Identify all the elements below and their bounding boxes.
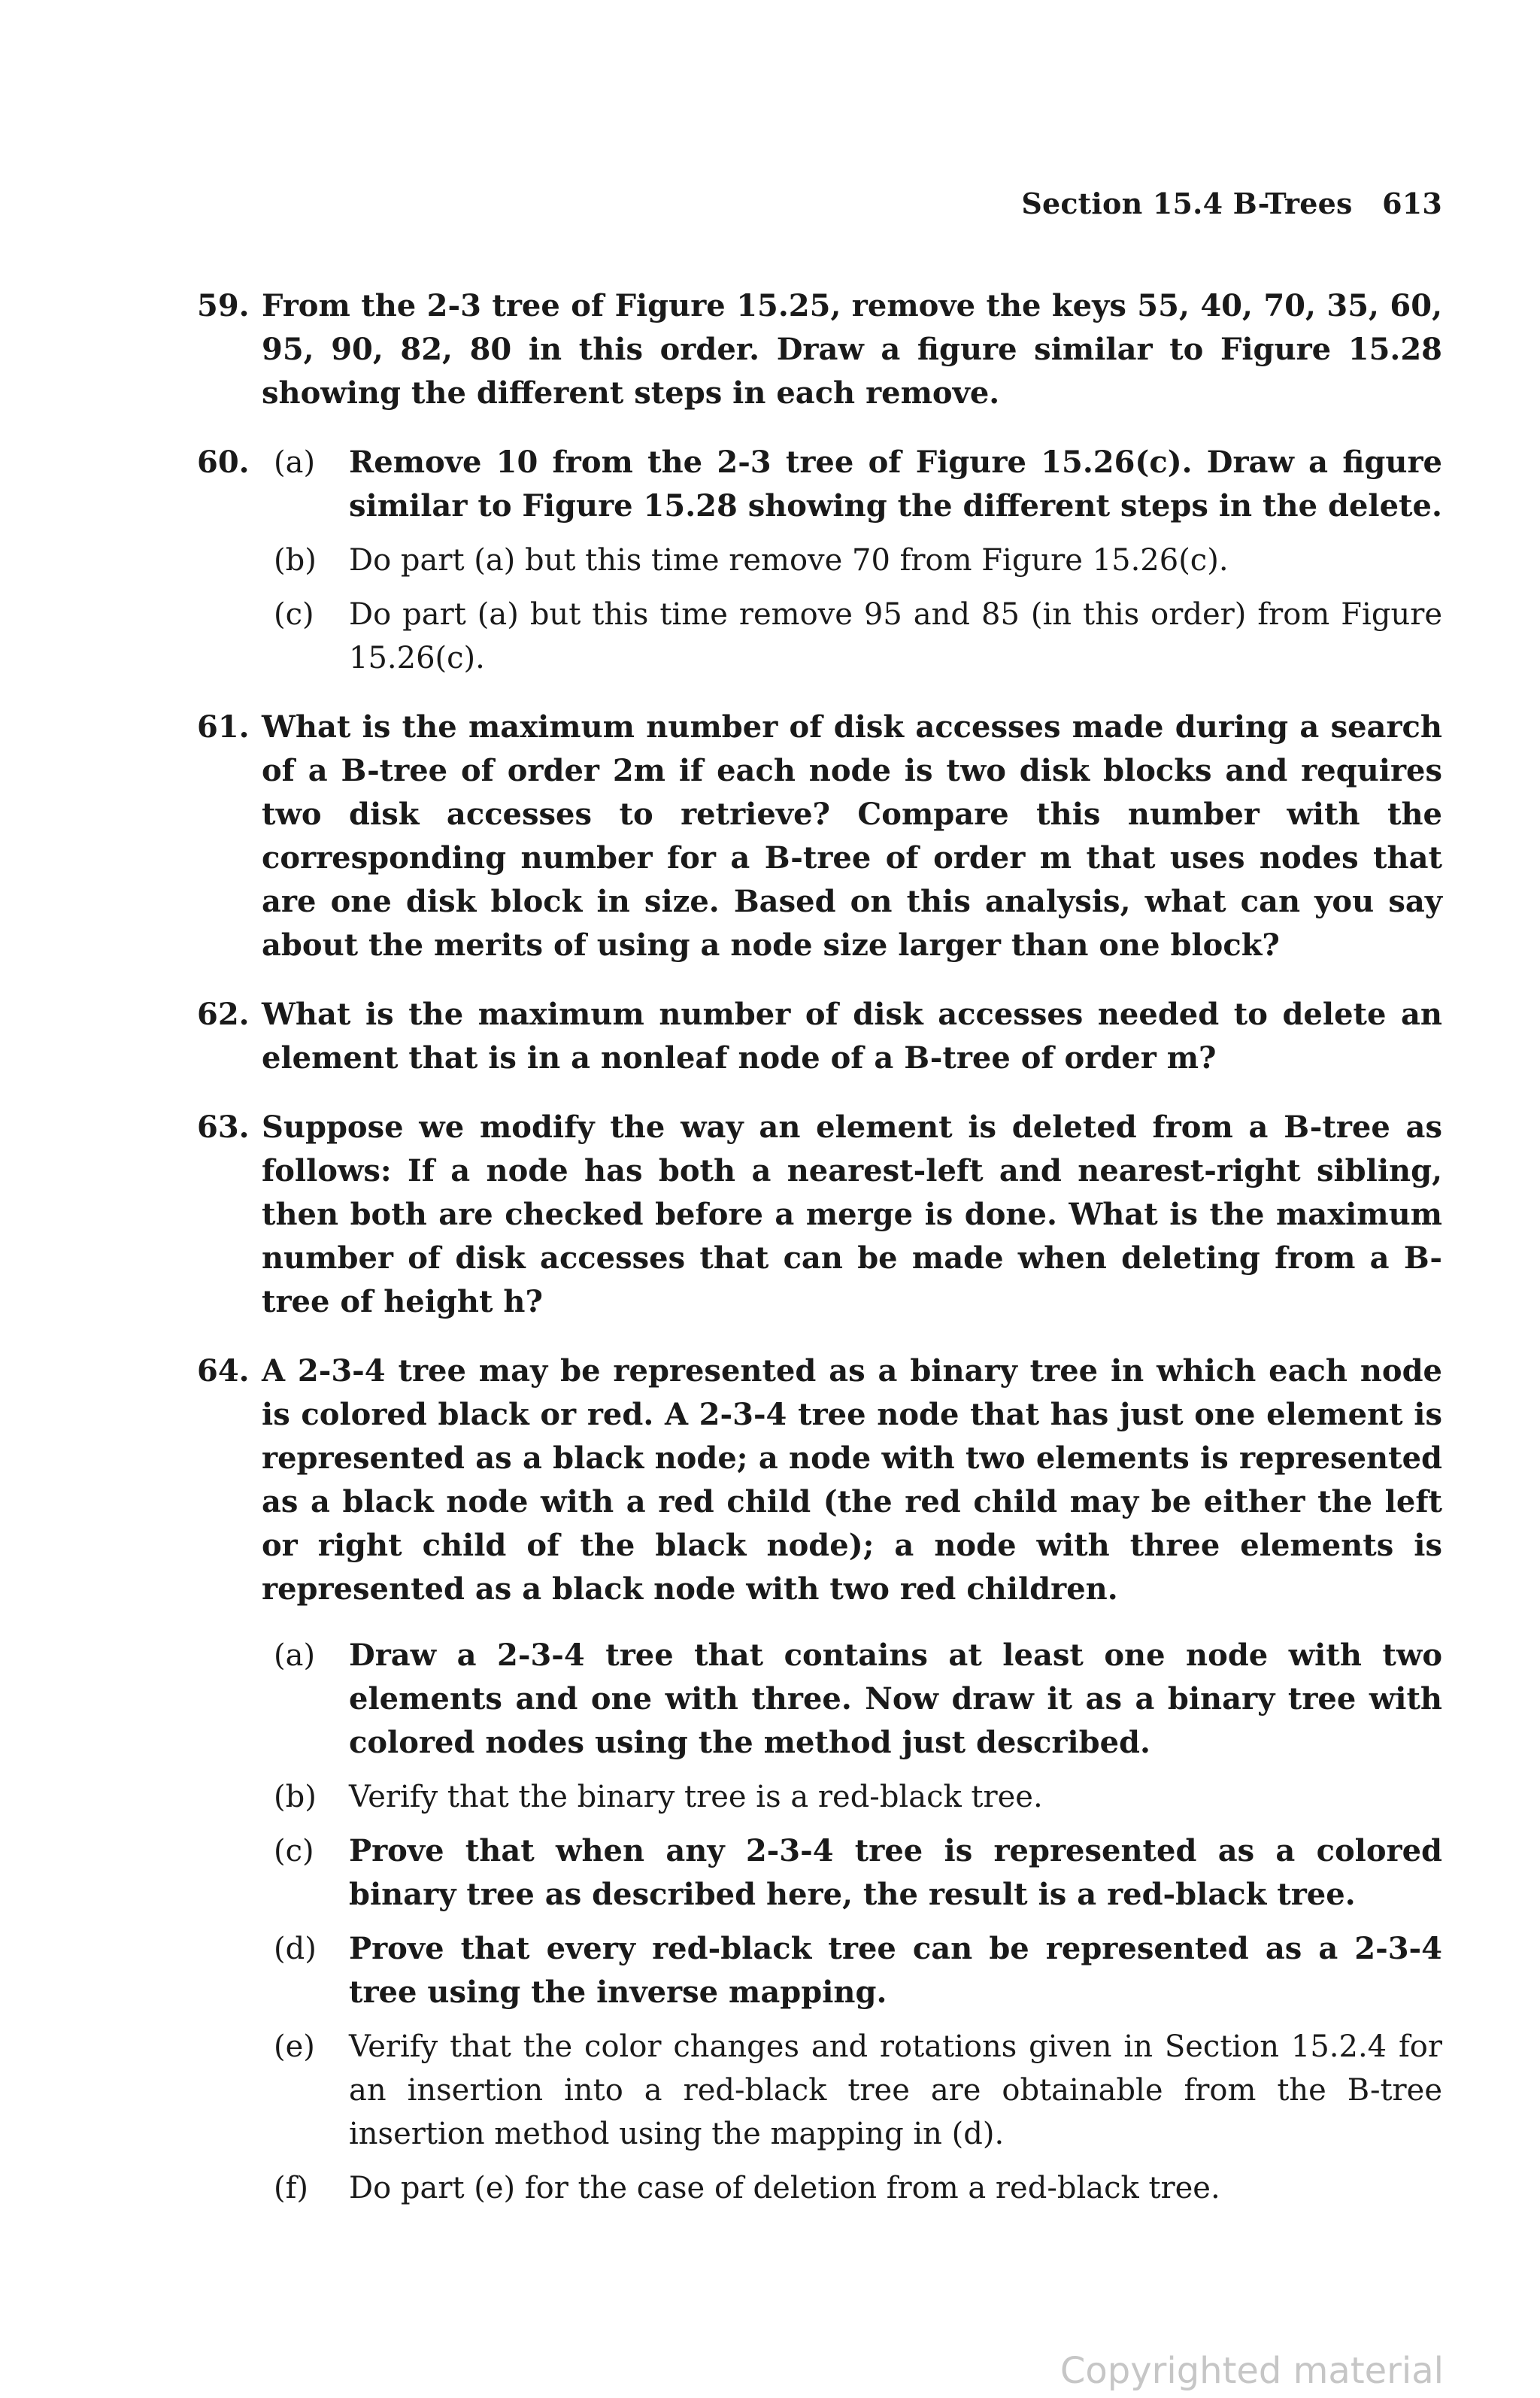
exercise-parts <box>262 441 1442 680</box>
running-head <box>1021 187 1442 220</box>
section-title: Section 15.4 B-Trees <box>1021 187 1353 220</box>
exercise-number: 62. <box>197 997 250 1032</box>
exercise-text: A 2-3-4 tree may be represented as a binary tree in which each node is colored black or red. A 2-3-4 tree node that has just one element is represented as a black node; a node with two elements is represented as a black node with a red child (the red child may be either the left or right child of the black node); a node with three elements is represented as a black node with two red children. <box>262 1353 1442 1607</box>
part-text: Draw a 2-3-4 tree that contains at least one node with two elements and one with three. Now draw it as a binary tree with colored nodes using the method just described. <box>349 1638 1442 1760</box>
exercise-part <box>274 441 1442 528</box>
part-label: (c) <box>274 597 314 632</box>
part-text: Verify that the color changes and rotations given in Section 15.2.4 for an insertion into a red-black tree are obtainable from the B-tree insertion method using the mapping in (d). <box>349 2029 1442 2151</box>
part-text: Do part (a) but this time remove 70 from Figure 15.26(c). <box>349 543 1229 578</box>
part-label: (b) <box>274 1780 317 1814</box>
exercise-number: 60. <box>197 445 250 480</box>
exercise-part <box>274 593 1442 680</box>
exercise-part <box>274 1634 1442 1765</box>
exercise-number: 61. <box>197 709 250 745</box>
exercise-part <box>274 1775 1442 1819</box>
exercise-text: From the 2-3 tree of Figure 15.25, remove the keys 55, 40, 70, 35, 60, 95, 90, 82, 80 in this order. Draw a figure similar to Figure 15.28 showing the different steps in each remove. <box>262 288 1442 411</box>
exercise-text: Suppose we modify the way an element is deleted from a B-tree as follows: If a node has both a nearest-left and nearest-right sibling, then both are checked before a merge is done. What is the maximum number of disk accesses that can be made when deleting from a B-tree of height h? <box>262 1109 1442 1319</box>
part-label: (a) <box>274 1638 316 1673</box>
exercise-list <box>197 284 1442 2236</box>
exercise-number: 59. <box>197 288 250 323</box>
part-text: Verify that the binary tree is a red-black tree. <box>349 1780 1043 1814</box>
part-text: Prove that when any 2-3-4 tree is represented as a colored binary tree as described here, the result is a red-black tree. <box>349 1833 1442 1912</box>
exercise-60 <box>197 441 1442 680</box>
exercise-parts <box>262 1634 1442 2210</box>
part-text: Remove 10 from the 2-3 tree of Figure 15.26(c). Draw a figure similar to Figure 15.28 showing the different steps in the delete. <box>349 445 1442 524</box>
exercise-number: 63. <box>197 1109 250 1145</box>
part-label: (c) <box>274 1834 314 1868</box>
exercise-part <box>274 1927 1442 2014</box>
exercise-part <box>274 1829 1442 1917</box>
part-label: (e) <box>274 2029 315 2064</box>
exercise-61 <box>197 706 1442 967</box>
exercise-part <box>274 539 1442 582</box>
exercise-part <box>274 2166 1442 2210</box>
exercise-59 <box>197 284 1442 415</box>
exercise-63 <box>197 1106 1442 1324</box>
part-text: Do part (e) for the case of deletion from a red-black tree. <box>349 2171 1220 2205</box>
exercise-text: What is the maximum number of disk accesses made during a search of a B-tree of order 2m if each node is two disk blocks and requires two disk accesses to retrieve? Compare this number with the corresponding number for a B-tree of order m that uses nodes that are one disk block in size. Based on this analysis, what can you say about the merits of using a node size larger than one block? <box>262 709 1442 963</box>
exercise-text: What is the maximum number of disk accesses needed to delete an element that is in a nonleaf node of a B-tree of order m? <box>262 997 1442 1076</box>
exercise-part <box>274 2025 1442 2156</box>
exercise-number: 64. <box>197 1353 250 1389</box>
part-label: (d) <box>274 1932 317 1966</box>
part-label: (f) <box>274 2171 309 2205</box>
exercise-64 <box>197 1349 1442 2210</box>
part-text: Prove that every red-black tree can be represented as a 2-3-4 tree using the inverse mapping. <box>349 1931 1442 2010</box>
page-number: 613 <box>1382 187 1442 220</box>
part-label: (b) <box>274 543 317 578</box>
copyright-watermark: Copyrighted material <box>1060 2350 1444 2392</box>
exercise-62 <box>197 993 1442 1080</box>
part-text: Do part (a) but this time remove 95 and 85 (in this order) from Figure 15.26(c). <box>349 597 1442 675</box>
part-label: (a) <box>274 445 316 480</box>
